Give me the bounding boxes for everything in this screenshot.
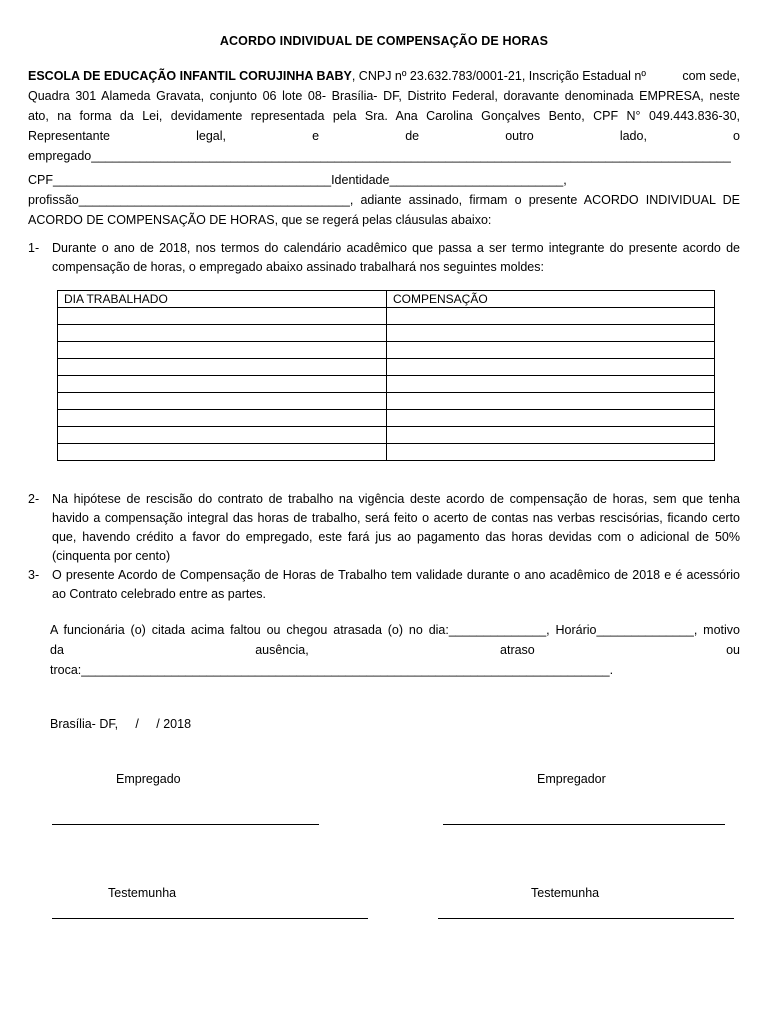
company-cnpj: , CNPJ nº 23.632.783/0001-21, Inscrição Estadual nº xyxy=(351,69,646,83)
intro-line-2: Quadra 301 Alameda Gravata, conjunto 06 lote 08- Brasília- DF, Distrito Federal, doravante denominada EMPRESA, neste xyxy=(28,89,740,103)
clause-2-text: Na hipótese de rescisão do contrato de trabalho na vigência deste acordo de compensação de horas, sem que tenha havido a compensação integral das horas de trabalho, será feito o acerto de contas nas verbas rescisórias, ficando certo que, havendo crédito a favor do empregado, este fará jus ao pagamento das horas devidas com o adicional de 50% (cinquenta por cento) xyxy=(52,492,740,563)
profession-line: profissão_______________________________________, adiante assinado, firmam o presente ACORDO INDIVIDUAL DE xyxy=(28,193,740,207)
compensation-cell[interactable] xyxy=(387,325,715,342)
clause-1-text: Durante o ano de 2018, nos termos do calendário acadêmico que passa a ser termo integrante do presente acordo de compensação de horas, o empregado abaixo assinado trabalhará nos seguintes moldes: xyxy=(52,241,740,274)
witness-2-label: Testemunha xyxy=(531,886,600,900)
compensation-cell[interactable] xyxy=(387,342,715,359)
employer-signature-line xyxy=(443,824,725,825)
intro-line-4-words xyxy=(28,126,740,146)
header-worked-day: DIA TRABALHADO xyxy=(58,291,387,308)
word: de xyxy=(405,129,420,143)
cpf-identity-field: CPF________________________________________Identidade_________________________, xyxy=(28,173,567,187)
worked-day-cell[interactable] xyxy=(58,393,387,410)
table-row xyxy=(58,359,715,376)
table-row xyxy=(58,444,715,461)
intro-line-3: ato, na forma da Lei, devidamente representada pela Sra. Ana Carolina Gonçalves Bento, CPF N° 049.443.836-30, xyxy=(28,109,740,123)
intro-paragraph xyxy=(28,66,740,166)
absence-section xyxy=(50,620,740,680)
table-row xyxy=(58,325,715,342)
clause-1-number: 1- xyxy=(28,241,40,255)
word: ausência, xyxy=(255,643,309,657)
witness-1-label: Testemunha xyxy=(108,886,177,900)
date-line: Brasília- DF, / / 2018 xyxy=(50,717,192,731)
witness-1-signature-line xyxy=(52,918,368,919)
table-row xyxy=(58,342,715,359)
compensation-cell[interactable] xyxy=(387,444,715,461)
intro-line-1 xyxy=(28,66,740,86)
table-row xyxy=(58,393,715,410)
ident-paragraph xyxy=(28,170,740,230)
word: Representante xyxy=(28,129,111,143)
compensation-table xyxy=(57,290,715,461)
document-title: ACORDO INDIVIDUAL DE COMPENSAÇÃO DE HORAS xyxy=(219,34,549,48)
word: da xyxy=(50,643,64,657)
clause-1 xyxy=(28,239,740,279)
worked-day-cell[interactable] xyxy=(58,427,387,444)
word: e xyxy=(312,129,320,143)
word: atraso xyxy=(500,643,535,657)
clause-2-number: 2- xyxy=(28,492,40,506)
worked-day-cell[interactable] xyxy=(58,308,387,325)
absence-date-time-line: A funcionária (o) citada acima faltou ou chegou atrasada (o) no dia:______________, Horário______________, motivo xyxy=(50,623,740,637)
header-compensation: COMPENSAÇÃO xyxy=(387,291,715,308)
table-row xyxy=(58,308,715,325)
absence-reason-words xyxy=(50,640,740,660)
clause-2 xyxy=(28,490,740,568)
company-name: ESCOLA DE EDUCAÇÃO INFANTIL CORUJINHA BABY xyxy=(28,69,352,83)
company-seat-label: com sede, xyxy=(682,69,740,83)
absence-reason-line xyxy=(50,640,740,660)
worked-day-cell[interactable] xyxy=(58,444,387,461)
ident-line-3: ACORDO DE COMPENSAÇÃO DE HORAS, que se regerá pelas cláusulas abaixo: xyxy=(28,213,492,227)
table-row xyxy=(58,410,715,427)
compensation-cell[interactable] xyxy=(387,359,715,376)
clause-3-text: O presente Acordo de Compensação de Horas de Trabalho tem validade durante o ano acadêmico de 2018 e é acessório ao Contrato celebrado entre as partes. xyxy=(52,568,740,601)
intro-line-4 xyxy=(28,126,740,146)
witness-2-signature-line xyxy=(438,918,734,919)
worked-day-cell[interactable] xyxy=(58,342,387,359)
compensation-cell[interactable] xyxy=(387,308,715,325)
clause-3-number: 3- xyxy=(28,568,40,582)
worked-day-cell[interactable] xyxy=(58,359,387,376)
compensation-cell[interactable] xyxy=(387,410,715,427)
employee-signature-line xyxy=(52,824,319,825)
compensation-cell[interactable] xyxy=(387,393,715,410)
absence-exchange-field: troca:____________________________________________________________________________. xyxy=(50,663,614,677)
word: ou xyxy=(726,643,740,657)
table-row xyxy=(58,427,715,444)
employer-label: Empregador xyxy=(537,772,606,786)
employee-label: Empregado xyxy=(116,772,181,786)
compensation-cell[interactable] xyxy=(387,376,715,393)
worked-day-cell[interactable] xyxy=(58,410,387,427)
worked-day-cell[interactable] xyxy=(58,325,387,342)
compensation-cell[interactable] xyxy=(387,427,715,444)
word: outro xyxy=(505,129,534,143)
employee-field: empregado____________________________________________________________________________________________ xyxy=(28,149,731,163)
clause-3 xyxy=(28,566,740,606)
word: o xyxy=(733,129,740,143)
word: lado, xyxy=(619,129,647,143)
word: legal, xyxy=(196,129,227,143)
table-header-row xyxy=(58,291,715,308)
table-row xyxy=(58,376,715,393)
worked-day-cell[interactable] xyxy=(58,376,387,393)
